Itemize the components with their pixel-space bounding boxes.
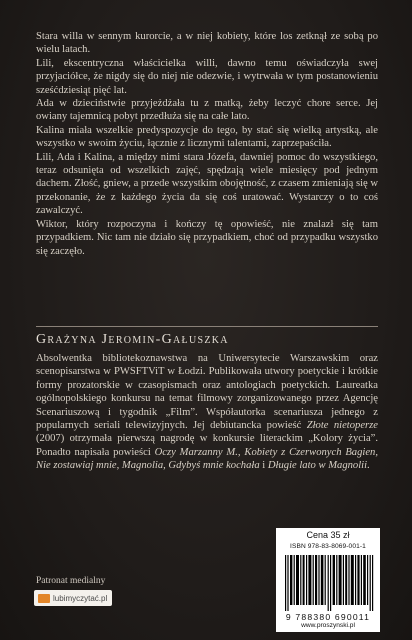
bio-text: i — [259, 460, 268, 472]
author-name: Grażyna Jeromin-Gałuszka — [36, 332, 229, 347]
novel-title: Długie lato w Magnolii — [267, 460, 368, 472]
blurb — [36, 30, 378, 258]
barcode-icon — [284, 555, 374, 611]
blurb-paragraph: Kalina miała wszelkie predyspozycje do tego, by stać się wielką artystką, ale wszystko w swoim życiu, łącznie z licznymi talentami, zaprzepaściła. — [36, 124, 378, 150]
debut-title: Złote nietoperze — [306, 420, 378, 432]
publisher-website: www.proszynski.pl — [301, 622, 355, 629]
bio-text: . — [367, 460, 370, 472]
blurb-paragraph: Stara willa w sennym kurorcie, a w niej kobiety, które los zetknął ze sobą po wielu latach. — [36, 31, 378, 56]
bio-text: Absolwentka bibliotekoznawstwa na Uniwersytecie Warszawskim oraz scenopisarstwa w PWSFTViT w Łodzi. Publikowała utwory poetyckie i krótkie formy prozatorskie w czasopismach oraz antologiach poetyckich. Laureatka ogólnopolskiego konkursu na temat filmowy zorganizowanego przez Agencję Scenariuszową i tygodnik „Film”. Współautorka scenariusza jednego z popularnych seriali telewizyjnych. Jej debiutancka powieść — [36, 353, 378, 432]
novel-titles: Oczy Marzanny M., Kobiety z Czerwonych Bagien, Nie zostawiaj mnie, Magnolia, Gdybyś mnie kochała — [36, 446, 378, 472]
blurb-paragraph: Lili, Ada i Kalina, a między nimi stara Józefa, dawniej pomoc do wszystkiego, teraz odsunięta od wszelkich zajęć, spędzają wiele miesięcy pod jednym dachem. Złość, gniew, a przede wszystkim obojętność, z czasem zmieniają się w przekonanie, że z każdego życia da się coś uratować. Wystarczy o to coś zawalczyć. — [36, 151, 379, 217]
blurb-paragraph: Lili, ekscentryczna właścicielka willi, dawno temu oświadczyła swej przyjaciółce, że nigdy się do niej nie odezwie, i wytrwała w tym postanowieniu sześćdziesiąt pięć lat. — [36, 57, 378, 96]
price: Cena 35 zł — [306, 530, 350, 540]
isbn: ISBN 978-83-8069-001-1 — [290, 543, 366, 550]
logo-text: lubimyczytać.pl — [53, 593, 108, 603]
book-icon — [38, 594, 50, 603]
media-patronage-label: Patronat medialny — [36, 576, 106, 586]
barcode-box — [276, 528, 380, 632]
author-bio — [36, 352, 378, 473]
divider — [36, 326, 378, 327]
blurb-paragraph: Ada w dzieciństwie przyjeżdżała tu z matką, żeby leczyć chore serce. Jej owiany tajemnicą pobyt przedłuża się na całe lato. — [36, 98, 378, 123]
ean-number: 9 788380 690011 — [285, 612, 371, 622]
blurb-paragraph: Wiktor, który rozpoczyna i kończy tę opowieść, nie znalazł się tam przypadkiem. Nic tam nie działo się przypadkiem, choć od przypadku wszystko się zaczęło. — [36, 218, 378, 257]
lubimyczytac-logo — [34, 590, 112, 606]
bio-text: (2007) otrzymała pierwszą nagrodę w konkursie literackim „Kolory życia”. Ponadto napisała powieści — [36, 433, 378, 458]
